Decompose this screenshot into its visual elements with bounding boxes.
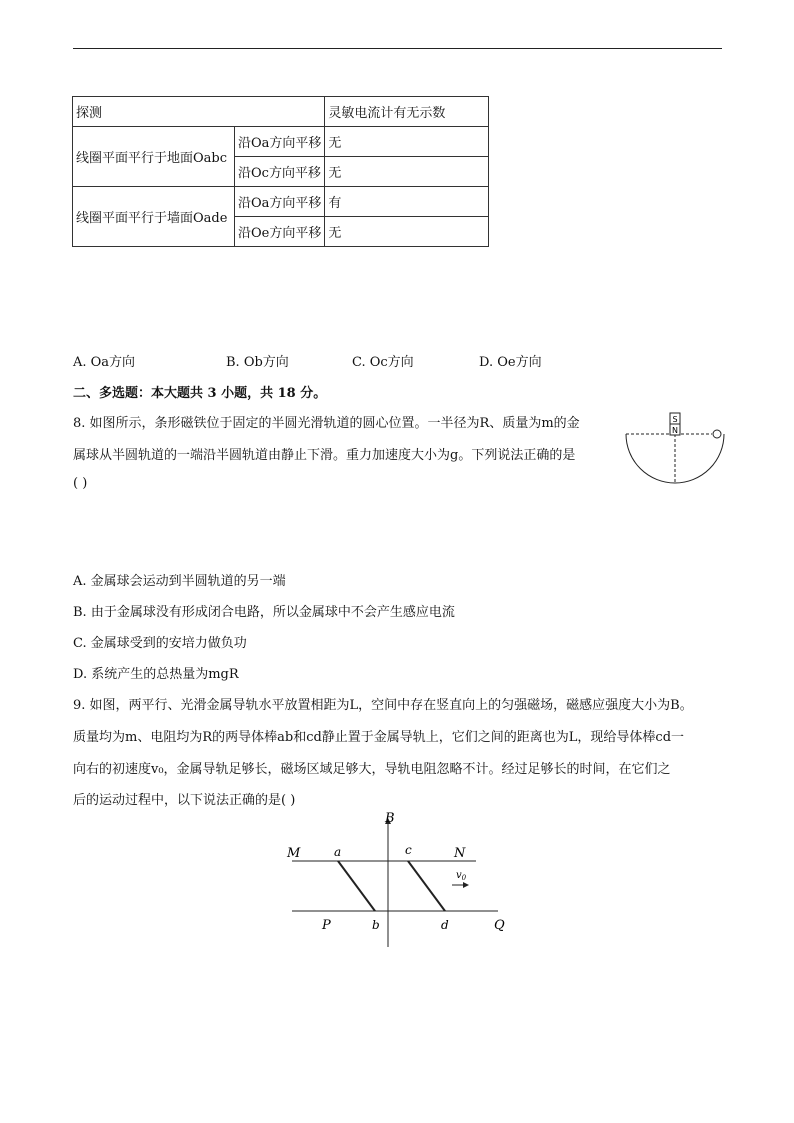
table-group-label: 线圈平面平行于墙面Oade [73,187,235,247]
q7-option-c: C. Oc方向 [352,355,414,370]
header-rule [73,48,722,49]
table-group-label: 线圈平面平行于地面Oabc [73,127,235,187]
q9-stem-line: 9. 如图，两平行、光滑金属导轨水平放置相距为L，空间中存在竖直向上的匀强磁场，磁感应强度大小为B。 [73,698,693,713]
q9-stem-line: 质量均为m、电阻均为R的两导体棒ab和cd静止置于金属导轨上，它们之间的距离也为L，现给导体棒cd一 [73,730,685,745]
q8-stem-line: ( ) [73,476,88,491]
rod-ab [338,861,375,911]
table-cell-move: 沿Oa方向平移 [235,187,325,217]
label-v: $v_0$ [456,870,467,882]
metal-ball [713,430,721,438]
magnet-s-label: S [672,415,678,424]
table-cell-result: 无 [325,217,489,247]
label-m: M [287,846,301,861]
label-d: d [441,918,449,932]
q9-stem-line: 向右的初速度v₀，金属导轨足够长，磁场区域足够大，导轨电阻忽略不计。经过足够长的时间，在它们之 [73,762,671,777]
probe-table [72,96,489,247]
q9-stem-line: 后的运动过程中，以下说法正确的是( ) [73,793,296,808]
label-b: b [372,918,380,932]
q8-option-a: A. 金属球会运动到半圆轨道的另一端 [73,574,286,589]
label-q: Q [494,918,505,933]
table-cell-result: 有 [325,187,489,217]
rod-cd [408,861,445,911]
table-header-reading: 灵敏电流计有无示数 [325,97,489,127]
label-a: a [334,845,342,859]
label-p: P [322,918,331,933]
table-row [73,127,489,157]
label-b-field: B [385,811,395,826]
q8-stem-line: 属球从半圆轨道的一端沿半圆轨道由静止下滑。重力加速度大小为g。下列说法正确的是 [73,448,576,463]
label-n: N [454,846,466,861]
table-row [73,97,489,127]
q8-option-b: B. 由于金属球没有形成闭合电路，所以金属球中不会产生感应电流 [73,605,455,620]
q7-option-d: D. Oe方向 [479,355,542,370]
q7-option-a: A. Oa方向 [73,355,136,370]
q8-option-d: D. 系统产生的总热量为mgR [73,667,239,682]
table-cell-move: 沿Oa方向平移 [235,127,325,157]
table-header-probe: 探测 [73,97,325,127]
q9-figure [280,805,520,955]
table-row [73,187,489,217]
table-cell-move: 沿Oe方向平移 [235,217,325,247]
section-heading: 二、多选题：本大题共 3 小题，共 18 分。 [73,386,327,401]
table-cell-result: 无 [325,127,489,157]
q8-figure [620,408,730,484]
table-cell-result: 无 [325,157,489,187]
q8-stem-line: 8. 如图所示，条形磁铁位于固定的半圆光滑轨道的圆心位置。一半径为R、质量为m的金 [73,416,580,431]
table-cell-move: 沿Oc方向平移 [235,157,325,187]
label-c: c [405,843,412,857]
magnet-n-label: N [672,426,678,435]
q7-option-b: B. Ob方向 [226,355,289,370]
q8-option-c: C. 金属球受到的安培力做负功 [73,636,247,651]
